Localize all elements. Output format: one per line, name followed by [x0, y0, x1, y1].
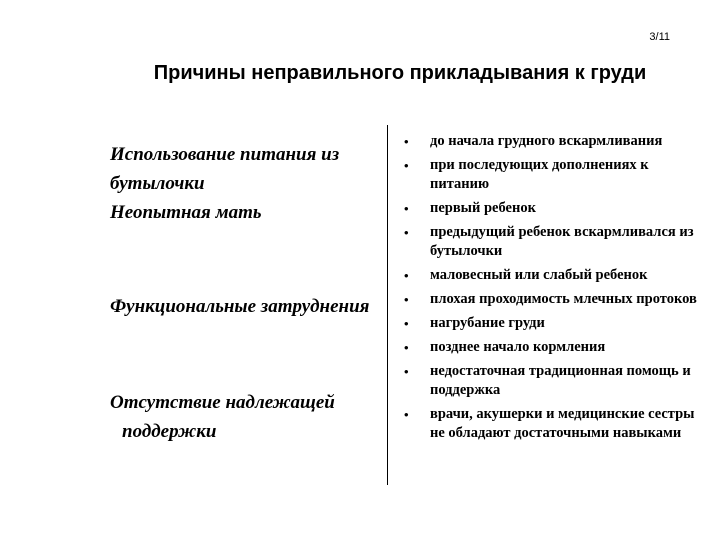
- factor-item: [402, 338, 702, 357]
- factor-text: первый ребенок: [430, 200, 536, 216]
- factors-list: [402, 132, 702, 448]
- factor-text: недостаточная традиционная помощь и поддержка: [430, 363, 691, 398]
- factor-item: [402, 223, 702, 261]
- factor-text: врачи, акушерки и медицинские сестры не обладают достаточными навыками: [430, 406, 695, 441]
- cause-functional-difficulties: [110, 292, 400, 321]
- bullet-icon: •: [404, 340, 409, 355]
- factor-text: предыдущий ребенок вскармливался из бутылочки: [430, 224, 694, 259]
- cause-bottle-feeding: [110, 140, 400, 198]
- bullet-icon: •: [404, 292, 409, 307]
- bullet-icon: •: [404, 316, 409, 331]
- page-number: 3/11: [649, 31, 670, 43]
- bullet-icon: •: [404, 134, 409, 149]
- cause-line: Функциональные затруднения: [110, 296, 370, 317]
- factor-text: до начала грудного вскармливания: [430, 133, 663, 149]
- factor-item: [402, 156, 702, 194]
- factor-text: маловесный или слабый ребенок: [430, 267, 648, 283]
- factor-text: плохая проходимость млечных протоков: [430, 291, 697, 307]
- factor-item: [402, 199, 702, 218]
- bullet-icon: •: [404, 225, 409, 240]
- factor-text: нагрубание груди: [430, 315, 545, 331]
- cause-inexperienced-mother: [110, 198, 400, 227]
- cause-line: бутылочки: [110, 173, 205, 194]
- factor-text: позднее начало кормления: [430, 339, 606, 355]
- factor-item: [402, 132, 702, 151]
- factor-item: [402, 405, 702, 443]
- column-divider: [387, 125, 388, 485]
- bullet-icon: •: [404, 407, 409, 422]
- bullet-icon: •: [404, 201, 409, 216]
- bullet-icon: •: [404, 364, 409, 379]
- cause-line: Отсутствие надлежащей: [110, 392, 335, 413]
- cause-line: Использование питания из: [110, 144, 340, 165]
- factor-item: [402, 290, 702, 309]
- slide-title: Причины неправильного прикладывания к груди: [153, 62, 647, 84]
- cause-lack-of-support: [110, 388, 400, 446]
- bullet-icon: •: [404, 268, 409, 283]
- cause-line: Неопытная мать: [110, 202, 262, 223]
- factor-item: [402, 362, 702, 400]
- factor-item: [402, 314, 702, 333]
- cause-line: поддержки: [122, 421, 217, 442]
- factor-text: при последующих дополнениях к питанию: [430, 157, 649, 192]
- factor-item: [402, 266, 702, 285]
- bullet-icon: •: [404, 158, 409, 173]
